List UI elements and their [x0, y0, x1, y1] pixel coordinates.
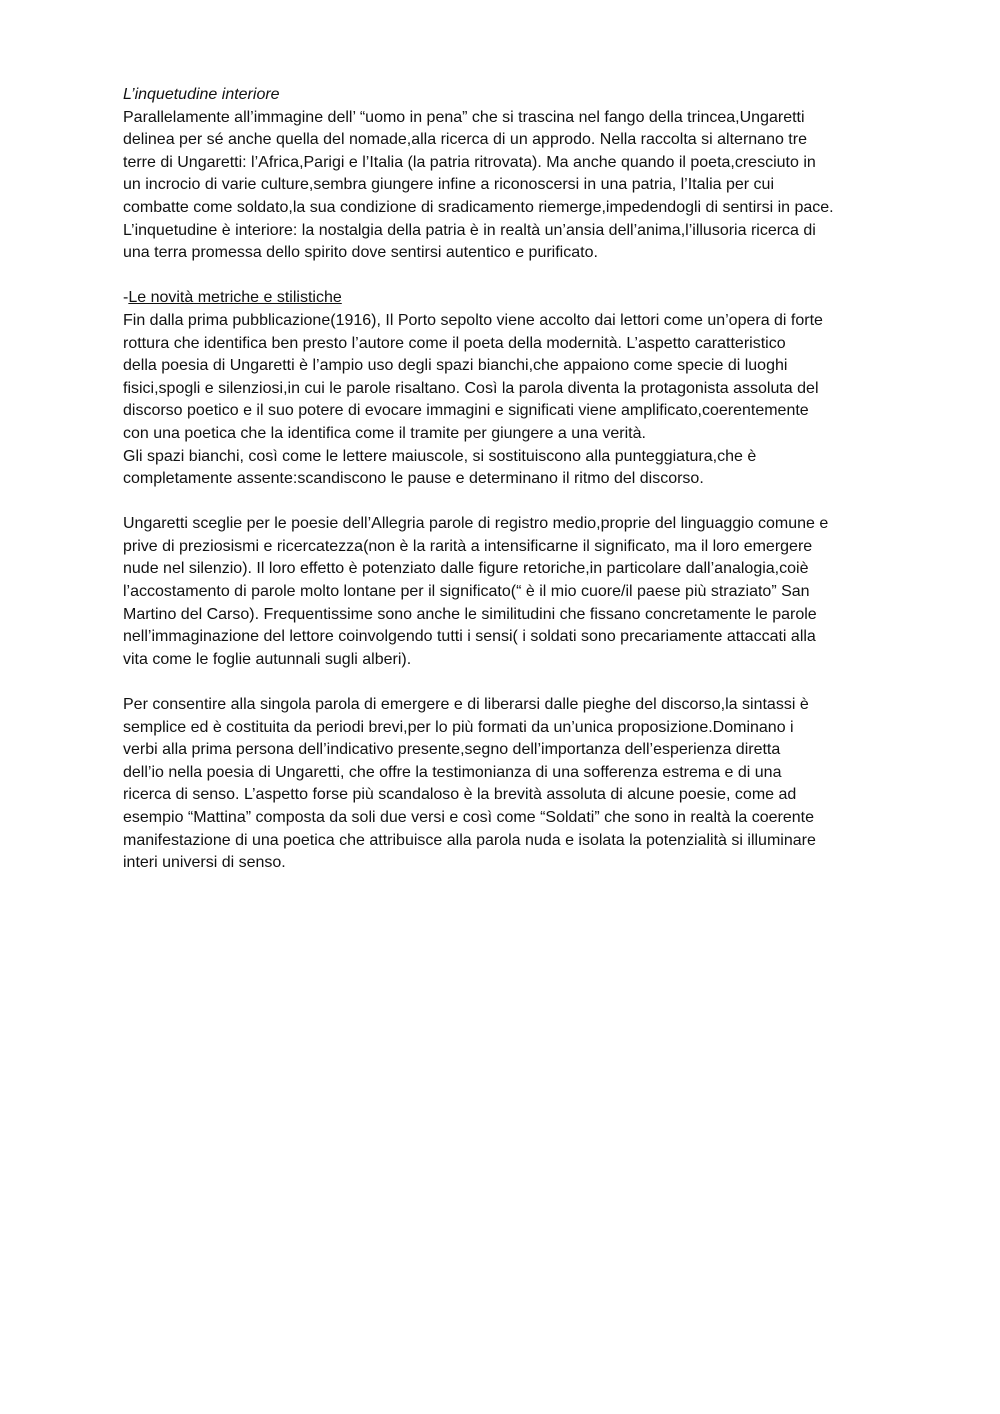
- paragraph-line: con una poetica che la identifica come il tramite per giungere a una verità.: [123, 424, 646, 442]
- paragraph-line: semplice ed è costituita da periodi brevi,per lo più formati da un’unica proposizione.Dominano i: [123, 718, 794, 736]
- section-novita-metriche: [123, 287, 890, 490]
- paragraph-line: Fin dalla prima pubblicazione(1916), Il Porto sepolto viene accolto dai lettori come un’opera di forte: [123, 311, 823, 329]
- section-sintassi: [123, 694, 890, 875]
- paragraph-line: delinea per sé anche quella del nomade,alla ricerca di un approdo. Nella raccolta si alternano tre: [123, 131, 807, 149]
- section-registro-medio: [123, 513, 890, 671]
- paragraph-line: verbi alla prima persona dell’indicativo presente,segno dell’importanza dell’esperienza diretta: [123, 741, 781, 759]
- paragraph-line: l’accostamento di parole molto lontane per il significato(“ è il mio cuore/il paese più straziato” San: [123, 583, 810, 601]
- paragraph-line: un incrocio di varie culture,sembra giungere infine a riconoscersi in una patria, l’Italia per cui: [123, 176, 774, 194]
- paragraph-line: prive di preziosismi e ricercatezza(non è la rarità a intensificarne il significato, ma il loro emergere: [123, 537, 813, 555]
- paragraph-line: completamente assente:scandiscono le pause e determinano il ritmo del discorso.: [123, 470, 704, 488]
- paragraph-line: Gli spazi bianchi, così come le lettere maiuscole, si sostituiscono alla punteggiatura,che è: [123, 447, 757, 465]
- paragraph-line: combatte come soldato,la sua condizione di sradicamento riemerge,impedendogli di sentirsi in pace.: [123, 198, 834, 216]
- paragraph-line: ricerca di senso. L’aspetto forse più scandaloso è la brevità assoluta di alcune poesie, come ad: [123, 786, 797, 804]
- paragraph-line: una terra promessa dello spirito dove sentirsi autentico e purificato.: [123, 244, 598, 262]
- paragraph-line: terre di Ungaretti: l’Africa,Parigi e l’Italia (la patria ritrovata). Ma anche quando il poeta,cresciuto in: [123, 153, 816, 171]
- paragraph-line: Parallelamente all’immagine dell’ “uomo in pena” che si trascina nel fango della trincea,Ungaretti: [123, 108, 805, 126]
- paragraph-line: Per consentire alla singola parola di emergere e di liberarsi dalle pieghe del discorso,la sintassi è: [123, 696, 809, 714]
- section-heading: L’inquetudine interiore: [123, 86, 280, 103]
- paragraph-line: vita come le foglie autunnali sugli alberi).: [123, 650, 412, 668]
- paragraph-line: rottura che identifica ben presto l’autore come il poeta della modernità. L’aspetto caratteristico: [123, 334, 786, 352]
- heading-dash: -: [123, 289, 129, 307]
- paragraph-spacer: [123, 491, 890, 514]
- paragraph-line: esempio “Mattina” composta da soli due versi e così come “Soldati” che sono in realtà la coerente: [123, 809, 815, 826]
- section-inquietudine: [123, 84, 890, 265]
- paragraph-spacer: [123, 265, 890, 288]
- paragraph-line: L’inquetudine è interiore: la nostalgia della patria è in realtà un’ansia dell’anima,l’illusoria ricerca di: [123, 221, 816, 239]
- paragraph-line: Ungaretti sceglie per le poesie dell’Allegria parole di registro medio,proprie del linguaggio comune e: [123, 515, 829, 533]
- heading-text: Le novità metriche e stilistiche: [128, 289, 342, 307]
- paragraph-line: nude nel silenzio). Il loro effetto è potenziato dalle figure retoriche,in particolare dall’analogia,coiè: [123, 560, 809, 578]
- paragraph-spacer: [123, 671, 890, 694]
- paragraph-line: discorso poetico e il suo potere di evocare immagini e significati viene amplificato,coerentemente: [123, 402, 809, 420]
- paragraph-line: della poesia di Ungaretti è l’ampio uso degli spazi bianchi,che appaiono come specie di luoghi: [123, 357, 788, 375]
- paragraph-line: fisici,spogli e silenziosi,in cui le parole risaltano. Così la parola diventa la protagonista assoluta del: [123, 379, 819, 397]
- paragraph-line: manifestazione di una poetica che attribuisce alla parola nuda e isolata la potenzialità si illuminare: [123, 831, 816, 849]
- paragraph-line: nell’immaginazione del lettore coinvolgendo tutti i sensi( i soldati sono precariamente attaccati alla: [123, 628, 816, 646]
- section-heading: [123, 287, 890, 310]
- paragraph-line: Martino del Carso). Frequentissime sono anche le similitudini che fissano concretamente le parole: [123, 605, 817, 623]
- paragraph-line: interi universi di senso.: [123, 854, 286, 872]
- paragraph-line: dell’io nella poesia di Ungaretti, che offre la testimonianza di una sofferenza estrema e di una: [123, 763, 782, 781]
